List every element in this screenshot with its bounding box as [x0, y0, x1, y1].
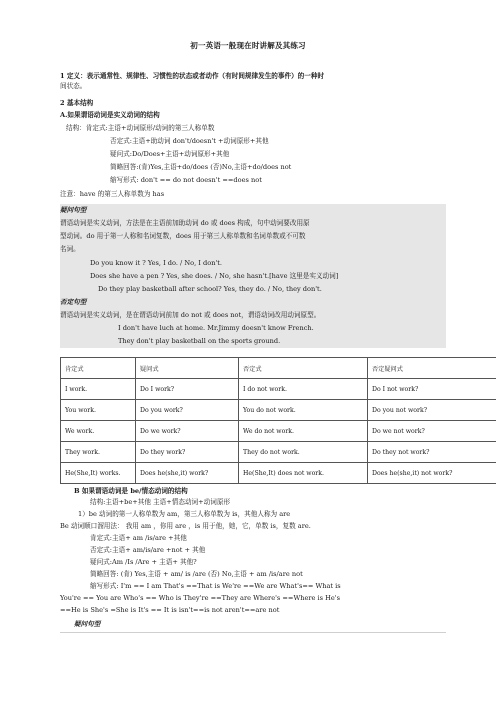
negative-heading: 否定句型 [60, 298, 87, 306]
table-cell: Do they work? [136, 442, 239, 463]
divider [60, 632, 446, 633]
table-row [61, 400, 496, 421]
definition-line-cont: 间状态。 [60, 82, 87, 90]
structure-line: 肯定式:主语+ am /is/are +其他 [90, 534, 187, 542]
table-cell: You do not work. [239, 400, 368, 421]
page-title: 初一英语一般现在时讲解及其练习 [190, 41, 306, 50]
question-paragraph: 谓语动词是实义动词，方法是在主语前加助动词 do 或 does 构成，句中动词要改用原 [60, 219, 310, 227]
table-cell: Do we work? [136, 421, 239, 442]
table-cell: Do they not work? [368, 442, 496, 463]
question-paragraph: 名词。 [60, 245, 80, 253]
table-header-cell: 肯定式 [61, 358, 136, 379]
structure-line: 疑问式:Do/Does+主语+动词原形+其他 [110, 150, 230, 158]
question-heading-2: 疑问句型 [74, 620, 101, 628]
example-sentence: Do they play basketball after school? Yes, they do. / No, they don't. [98, 285, 322, 293]
table-cell: I work. [61, 379, 136, 400]
table-cell: Do we not work? [368, 421, 496, 442]
structure-line: ==He is She's =She is It's == It is isn't==is not aren't==are not [60, 606, 280, 614]
example-sentence: I don't have luch at home. Mr.Jimmy doesn't know French. [118, 324, 314, 332]
table-cell: We work. [61, 421, 136, 442]
negative-paragraph: 谓语动词是实义动词，是在谓语动词前加 do not 或 does not，谓语动词改用动词原型。 [60, 311, 321, 319]
definition-line: 1 定义：表示通常性、规律性、习惯性的状态或者动作（有时间规律发生的事件）的一种时 [60, 72, 325, 80]
table-row [61, 421, 496, 442]
structure-line: Be 动词顺口溜用法： 我用 am ，你用 are ，is 用于他，她，它，单数 is，复数 are. [60, 522, 311, 530]
structure-line: 简略回答:(肯)Yes,主语+do/does (否)No,主语+do/does not [110, 163, 292, 171]
table-header-cell: 否定式 [239, 358, 368, 379]
structure-line: 否定式:主语+ am/is/are +not + 其他 [90, 546, 206, 554]
table-cell: Do you not work? [368, 400, 496, 421]
table-cell: Do you work? [136, 400, 239, 421]
structure-line: 结构:主语+be+其他 主语+情态动词+动词原形 [90, 498, 231, 506]
table-cell: He(She,It) does not work. [239, 463, 368, 484]
structure-line: 简略回答: (肯) Yes,主语 + am/ is /are (否) No,主语 + am /is/are not [90, 570, 303, 578]
example-sentence: They don't play basketball on the sports ground. [118, 337, 281, 345]
table-header-cell: 否定疑问式 [368, 358, 496, 379]
subsection-heading-a: A.如果谓语动词是实义动词的结构 [60, 111, 160, 119]
question-paragraph: 型动词。do 用于第一人称和名词复数，does 用于第三人称单数和名词单数或不可数 [60, 232, 306, 240]
table-cell: Does he(she,it) not work? [368, 463, 496, 484]
subsection-heading-b: B 如果谓语动词是 be/情态动词的结构 [74, 487, 188, 495]
question-heading: 疑问句型 [60, 206, 87, 214]
table-cell: Do I not work? [368, 379, 496, 400]
table-cell: They work. [61, 442, 136, 463]
structure-line: 疑问式:Am /Is /Are + 主语+ 其他? [90, 558, 197, 566]
note-line: 注意：have 的第三人称单数为 has [60, 190, 165, 198]
table-cell: We do not work. [239, 421, 368, 442]
conjugation-table [60, 357, 496, 484]
table-cell: I do not work. [239, 379, 368, 400]
structure-line: You're == You are Who's == Who is They're ==They are Where's ==Where is He's [60, 594, 340, 602]
table-row [61, 442, 496, 463]
table-cell: They do not work. [239, 442, 368, 463]
example-sentence: Does she have a pen ? Yes, she does. / No, she hasn't.[have 这里是实义动词] [90, 272, 339, 280]
table-cell: Does he(she,it) work? [136, 463, 239, 484]
structure-line: 1）be 动词的第一人称单数为 am，第三人称单数为 is，其他人称为 are [78, 510, 291, 518]
table-cell: You work. [61, 400, 136, 421]
section-heading: 2 基本结构 [60, 99, 94, 107]
table-row [61, 463, 496, 484]
table-header-row [61, 358, 496, 379]
structure-line: 否定式:主语+助动词 don't/doesn't +动词原形+其他 [110, 137, 269, 145]
structure-line: 缩写形式: don't == do not doesn't ==does not [110, 176, 262, 184]
table-cell: He(She,It) works. [61, 463, 136, 484]
example-sentence: Do you know it ? Yes, I do. / No, I don't. [90, 259, 222, 267]
table-cell: Do I work? [136, 379, 239, 400]
structure-line: 缩写形式: I'm == I am That's ==That is We're ==We are What's== What is [90, 582, 341, 590]
table-row [61, 379, 496, 400]
structure-line: 结构：肯定式:主语+动词原形/动词的第三人称单数 [66, 124, 215, 132]
table-header-cell: 疑问式 [136, 358, 239, 379]
